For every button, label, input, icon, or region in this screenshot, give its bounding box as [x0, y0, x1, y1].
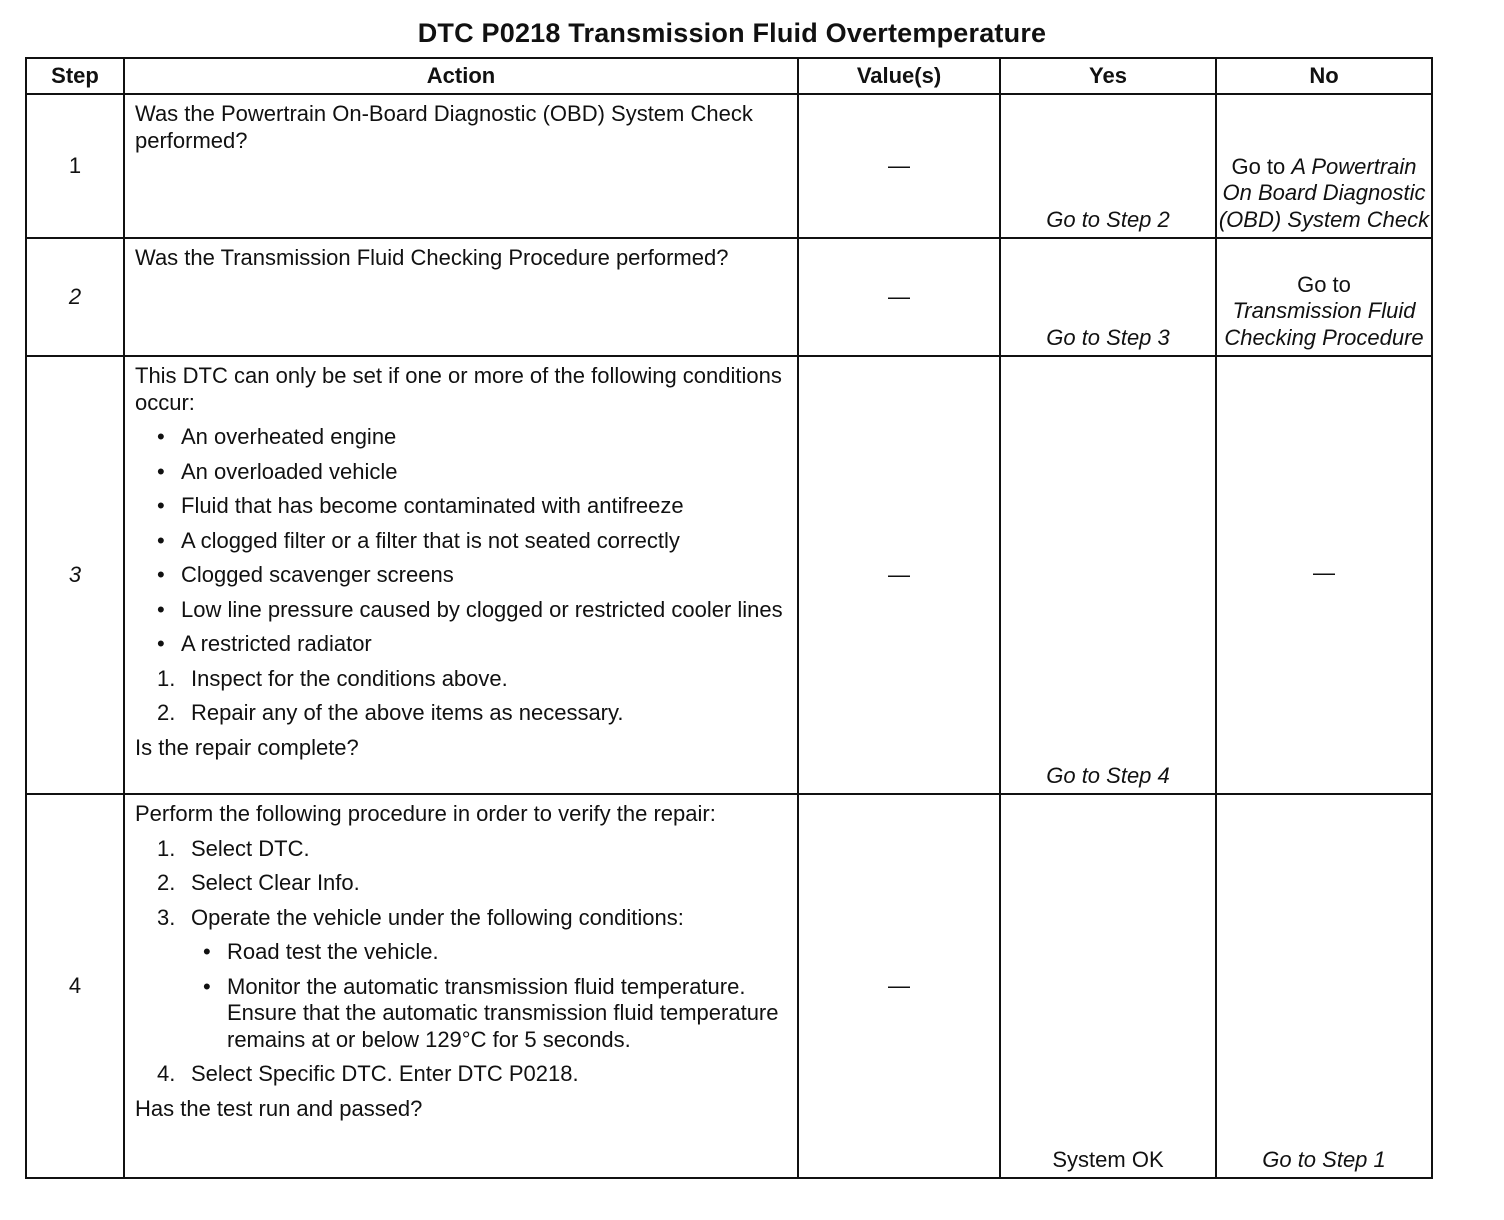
step-index: 1.: [157, 835, 176, 861]
procedure-step: [135, 700, 787, 727]
yes-result: System OK: [1000, 794, 1216, 1178]
header-action: Action: [124, 58, 798, 94]
value-cell: —: [798, 356, 1000, 794]
value-cell: —: [798, 238, 1000, 356]
no-link[interactable]: A Powertrain On Board Diagnostic (OBD) System Check: [1218, 153, 1430, 232]
procedure-step: [135, 1061, 787, 1088]
step-number: 3: [26, 356, 124, 794]
no-cell[interactable]: [1216, 94, 1432, 238]
diagnostic-table: [25, 57, 1433, 1179]
action-cell: [124, 794, 798, 1178]
step-number: 2: [26, 238, 124, 356]
step-text: Repair any of the above items as necessary.: [191, 700, 624, 725]
procedure-step: [135, 905, 787, 932]
no-link[interactable]: Go to Step 1: [1216, 794, 1432, 1178]
no-prefix: Go to: [1231, 153, 1292, 179]
no-link[interactable]: Transmission Fluid Checking Procedure: [1224, 298, 1424, 350]
action-cell: [124, 238, 798, 356]
table-row: [26, 794, 1432, 1178]
action-text: This DTC can only be set if one or more of the following conditions occur:: [135, 363, 782, 415]
header-step: Step: [26, 58, 124, 94]
action-text: Perform the following procedure in order to verify the repair:: [135, 801, 716, 826]
no-cell[interactable]: [1216, 238, 1432, 356]
action-text: Was the Powertrain On-Board Diagnostic (OBD) System Check performed?: [135, 101, 753, 153]
condition-sub-bullet: • Road test the vehicle.: [135, 939, 787, 966]
step-text: Select Specific DTC. Enter DTC P0218.: [191, 1061, 579, 1086]
header-yes: Yes: [1000, 58, 1216, 94]
condition-bullet: • A clogged filter or a filter that is not seated correctly: [135, 528, 787, 555]
condition-bullet: • Low line pressure caused by clogged or restricted cooler lines: [135, 597, 787, 624]
condition-bullet: • An overheated engine: [135, 424, 787, 451]
action-cell: [124, 94, 798, 238]
step-index: 2.: [157, 700, 176, 725]
header-values: Value(s): [798, 58, 1000, 94]
step-text: Inspect for the conditions above.: [191, 665, 508, 691]
value-cell: —: [798, 94, 1000, 238]
procedure-step: [135, 666, 787, 693]
procedure-step: [135, 870, 787, 897]
header-row: [26, 58, 1432, 94]
header-no: No: [1216, 58, 1432, 94]
action-text: Was the Transmission Fluid Checking Procedure performed?: [135, 245, 729, 270]
question-text: Is the repair complete?: [135, 734, 359, 760]
step-number: 4: [26, 794, 124, 1178]
yes-link[interactable]: Go to Step 4: [1000, 356, 1216, 794]
condition-bullet: • An overloaded vehicle: [135, 459, 787, 486]
step-text: Select Clear Info.: [191, 870, 360, 895]
action-cell: [124, 356, 798, 794]
step-text: Select DTC.: [191, 835, 310, 861]
no-cell: —: [1216, 356, 1432, 794]
step-index: 3.: [157, 904, 176, 930]
question-text: Has the test run and passed?: [135, 1095, 423, 1121]
condition-bullet: • Fluid that has become contaminated with antifreeze: [135, 493, 787, 520]
yes-link[interactable]: Go to Step 3: [1000, 238, 1216, 356]
yes-link[interactable]: Go to Step 2: [1000, 94, 1216, 238]
condition-bullet: • Clogged scavenger screens: [135, 562, 787, 589]
value-cell: —: [798, 794, 1000, 1178]
step-index: 1.: [157, 665, 176, 691]
step-text: Operate the vehicle under the following conditions:: [191, 904, 684, 930]
step-index: 2.: [157, 870, 176, 895]
step-index: 4.: [157, 1061, 176, 1086]
table-row: [26, 356, 1432, 794]
table-row: [26, 238, 1432, 356]
step-number: 1: [26, 94, 124, 238]
page-title: DTC P0218 Transmission Fluid Overtemperature: [417, 18, 1047, 48]
condition-sub-bullet: • Monitor the automatic transmission fluid temperature. Ensure that the automatic transmission fluid temperature remains at or below 129°C for 5 seconds.: [135, 974, 787, 1054]
procedure-step: [135, 836, 787, 863]
condition-bullet: • A restricted radiator: [135, 631, 787, 658]
no-prefix: Go to: [1297, 271, 1351, 297]
table-row: [26, 94, 1432, 238]
